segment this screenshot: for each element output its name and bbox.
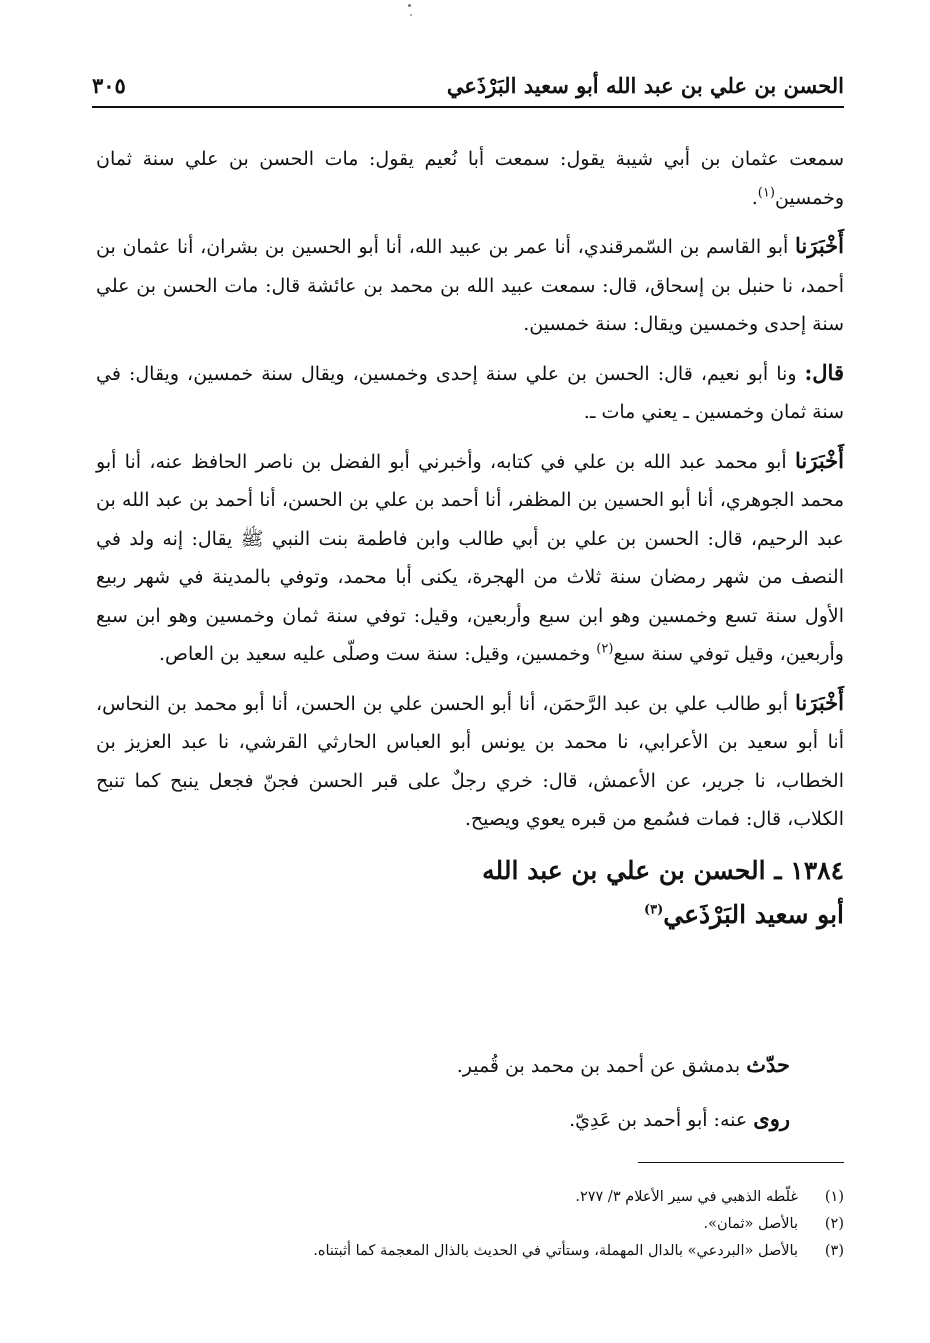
footnotes xyxy=(96,1184,844,1265)
paragraph-text: أبو طالب علي بن عبد الرَّحمَن، أنا أبو الحسن علي بن الحسن، أنا أبو محمد بن النحاس، أنا أبو سعيد بن الأعرابي، نا محمد بن يونس أبو العباس الحارثي القرشي، نا عبد العزيز بن الخطاب، نا جرير، عن الأعمش، قال: خري رجلٌ على قبر الحسن فجنّ فجعل ينبح كما تنبح الكلاب، قال: فمات فسُمع من قبره يعوي ويصيح. xyxy=(96,692,844,830)
paragraph xyxy=(96,354,844,432)
qala-keyword: قال: xyxy=(804,359,844,385)
paragraph-text: أبو محمد عبد الله بن علي في كتابه، وأخبرني أبو الفضل بن ناصر الحافظ عنه، أنا أبو محمد الجوهري، أنا أبو الحسين بن المظفر، أنا أحمد بن علي بن الحسن، أنا أحمد بن عبد الله بن عبد الرحيم، قال: الحسن بن علي بن أبي طالب وابن فاطمة بنت النبي ﷺ يقال: إنه ولد في النصف من شهر رمضان سنة ثلاث من الهجرة، يكنى أبا محمد، وتوفي بالمدينة في شهر ربيع الأول سنة تسع وخمسين وهو ابن سبع وأربعين، وقيل: توفي سنة ثمان وخمسين وهو ابن سبع وأربعين، وقيل توفي سنة سبع xyxy=(96,450,844,665)
main-text xyxy=(96,140,844,937)
footnote-rule xyxy=(638,1162,844,1163)
paragraph-text: أبو القاسم بن السّمرقندي، أنا عمر بن عبيد الله، أنا أبو الحسين بن بشران، أنا عثمان بن أحمد، نا حنبل بن إسحاق، قال: سمعت عبيد الله بن محمد بن عائشة قال: مات الحسن بن علي سنة إحدى وخمسين ويقال: سنة خمسين. xyxy=(96,236,844,335)
footnote-number: (١) xyxy=(824,1189,844,1205)
paragraph-tail: . xyxy=(751,186,758,209)
running-header xyxy=(92,68,844,102)
footnote-text: غلّطه الذهبي في سير الأعلام ٣/ ٢٧٧. xyxy=(575,1189,798,1205)
akhbarana-keyword: أَخْبَرَنا xyxy=(795,447,844,473)
footnote-text: بالأصل «ثمان». xyxy=(703,1216,798,1232)
entry-line xyxy=(96,1046,790,1085)
entry-text: عنه: أبو أحمد بن عَدِيّ. xyxy=(569,1109,754,1131)
scan-speck xyxy=(410,14,412,16)
footnote xyxy=(96,1238,844,1265)
entry-text: بدمشق عن أحمد بن محمد بن قُمير. xyxy=(456,1055,747,1077)
running-title: الحسن بن علي بن عبد الله أبو سعيد البَرْذَعي xyxy=(446,72,844,98)
akhbarana-keyword: أَخْبَرَنا xyxy=(795,233,844,258)
haddatha-keyword: حدّث xyxy=(746,1052,790,1077)
footnote-text: بالأصل «البردعي» بالدال المهملة، وستأتي في الحديث بالذال المعجمة كما أثبتناه. xyxy=(313,1243,798,1259)
paragraph xyxy=(96,227,844,344)
footnote-ref: (٢) xyxy=(596,641,614,657)
paragraph xyxy=(96,140,844,217)
header-rule xyxy=(92,106,844,108)
entry-heading-line1: ١٣٨٤ ـ الحسن بن علي بن عبد الله xyxy=(482,855,844,885)
footnote-number: (٣) xyxy=(824,1243,844,1259)
rawa-keyword: روى xyxy=(753,1106,790,1131)
paragraph-text: ونا أبو نعيم، قال: الحسن بن علي سنة إحدى وخمسين، ويقال سنة خمسين، ويقال: في سنة ثمان وخمسين ـ يعني مات ـ. xyxy=(96,362,844,423)
akhbarana-keyword: أَخْبَرَنا xyxy=(795,689,844,715)
page-number: ٣٠٥ xyxy=(92,72,126,98)
scan-speck xyxy=(408,4,411,7)
paragraph xyxy=(96,684,844,839)
paragraph-tail: وخمسين، وقيل: سنة ست وصلّى عليه سعيد بن العاص. xyxy=(158,643,597,665)
footnote-number: (٢) xyxy=(824,1216,844,1232)
paragraph xyxy=(96,442,844,674)
entry-heading xyxy=(96,849,844,937)
footnote xyxy=(96,1211,844,1238)
entry-heading-name: أبو سعيد البَرْذَعي xyxy=(663,899,844,929)
footnote xyxy=(96,1184,844,1211)
entry-heading-line2 xyxy=(96,893,844,937)
paragraph-text: سمعت عثمان بن أبي شيبة يقول: سمعت أبا نُعيم يقول: مات الحسن بن علي سنة ثمان وخمسين xyxy=(96,148,844,209)
entry-line xyxy=(96,1100,790,1139)
footnote-ref: (٣) xyxy=(644,902,664,918)
footnote-ref: (١) xyxy=(757,185,775,201)
